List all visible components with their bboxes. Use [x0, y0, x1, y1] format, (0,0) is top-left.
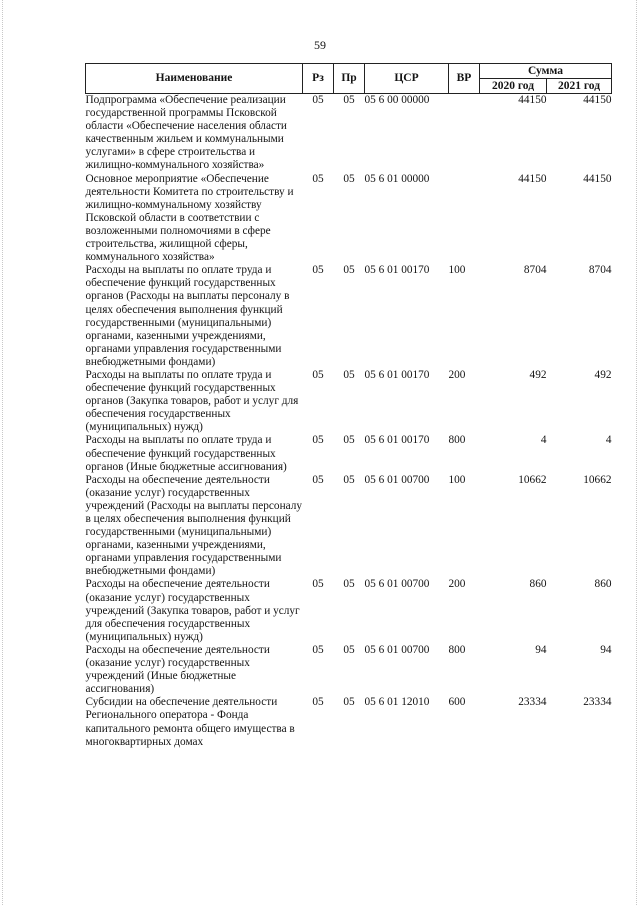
page-number: 59 — [314, 38, 326, 52]
table-row — [86, 94, 612, 173]
row-rz: 05 — [312, 264, 324, 277]
row-csr: 05 6 01 00170 — [364, 368, 430, 381]
row-sum-2020: 492 — [529, 368, 547, 381]
table-row — [86, 578, 612, 643]
row-sum-2020: 94 — [535, 643, 547, 656]
row-rz: 05 — [312, 578, 324, 591]
row-vr: 600 — [448, 696, 466, 709]
row-name: Основное мероприятие «Обеспечение деятельности Комитета по строительству и жилищно-коммунальному хозяйству Псковской области в соответствии с возложенными полномочиями в сфере строительства, жилищной сферы, коммунального хозяйства» — [85, 172, 294, 264]
row-rz: 05 — [312, 368, 324, 381]
row-sum-2020: 860 — [529, 578, 547, 591]
row-rz: 05 — [312, 172, 324, 185]
row-csr: 05 6 01 12010 — [364, 696, 430, 709]
row-rz: 05 — [312, 696, 324, 709]
row-csr: 05 6 01 00170 — [364, 434, 430, 447]
row-pr: 05 — [343, 264, 355, 277]
row-csr: 05 6 01 00700 — [364, 643, 430, 656]
row-sum-2020: 10662 — [518, 473, 547, 486]
row-rz: 05 — [312, 473, 324, 486]
row-vr — [449, 173, 480, 265]
row-sum-2021: 8704 — [588, 264, 612, 277]
row-rz: 05 — [312, 94, 324, 106]
row-sum-2021: 4 — [605, 434, 612, 447]
row-vr: 100 — [448, 264, 466, 277]
row-sum-2020: 4 — [540, 434, 547, 447]
row-name: Расходы на обеспечение деятельности (оказание услуг) государственных учреждений (Закупка товаров, работ и услуг для обеспечения государственных (муниципальных) нужд) — [85, 578, 300, 643]
row-name: Расходы на выплаты по оплате труда и обеспечение функций государственных органов (Иные бюджетные ассигнования) — [85, 434, 287, 473]
row-pr: 05 — [343, 473, 355, 486]
row-csr: 05 6 00 00000 — [364, 94, 430, 106]
row-pr: 05 — [343, 94, 355, 106]
row-csr: 05 6 01 00700 — [364, 473, 430, 486]
scan-edge-left — [2, 0, 4, 905]
row-csr: 05 6 01 00170 — [364, 264, 430, 277]
row-name: Расходы на выплаты по оплате труда и обеспечение функций государственных органов (Расходы на выплаты персоналу в целях обеспечения выполнения функций государственными (муниципальными) органами, казенными учреждениями, органами управления государственными внебюджетными фондами) — [85, 264, 290, 368]
row-name: Расходы на выплаты по оплате труда и обеспечение функций государственных органов (Закупка товаров, работ и услуг для обеспечения государственных (муниципальных) нужд) — [85, 368, 299, 434]
row-sum-2020: 23334 — [518, 696, 547, 709]
row-rz: 05 — [312, 643, 324, 656]
table-row — [86, 369, 612, 434]
row-sum-2021: 44150 — [583, 172, 612, 185]
row-vr: 800 — [448, 643, 466, 656]
row-pr: 05 — [343, 172, 355, 185]
row-sum-2021: 94 — [600, 643, 612, 656]
row-sum-2020: 8704 — [523, 264, 547, 277]
row-sum-2021: 23334 — [583, 696, 612, 709]
row-sum-2020: 44150 — [518, 94, 547, 106]
table-row — [86, 474, 612, 579]
header-2021: 2021 год — [547, 79, 612, 94]
row-sum-2021: 10662 — [583, 473, 612, 486]
row-csr: 05 6 01 00000 — [364, 172, 430, 185]
header-vr: ВР — [449, 64, 480, 94]
row-sum-2021: 44150 — [583, 94, 612, 106]
row-sum-2021: 492 — [594, 368, 612, 381]
table-row — [86, 696, 612, 748]
row-name: Субсидии на обеспечение деятельности Регионального оператора - Фонда капитального ремонта общего имущества в многоквартирных домах — [85, 696, 295, 748]
table-row — [86, 434, 612, 473]
row-rz: 05 — [312, 434, 324, 447]
row-vr: 200 — [448, 578, 466, 591]
scan-edge-right — [636, 0, 638, 905]
row-name: Подпрограмма «Обеспечение реализации государственной программы Псковской области «Обеспечение населения области качественным жильем и коммунальными услугами» в сфере строительства и жилищно-коммунального хозяйства» — [85, 94, 287, 172]
row-pr: 05 — [343, 578, 355, 591]
header-rz: Рз — [303, 64, 334, 94]
table-header — [86, 64, 612, 94]
header-sum: Сумма — [480, 64, 612, 79]
row-vr: 100 — [448, 473, 466, 486]
row-sum-2020: 44150 — [518, 172, 547, 185]
table-body — [86, 94, 612, 749]
row-vr: 800 — [448, 434, 466, 447]
row-pr: 05 — [343, 368, 355, 381]
header-csr: ЦСР — [365, 64, 449, 94]
row-pr: 05 — [343, 643, 355, 656]
row-csr: 05 6 01 00700 — [364, 578, 430, 591]
table-row — [86, 173, 612, 265]
row-name: Расходы на обеспечение деятельности (оказание услуг) государственных учреждений (Иные бюджетные ассигнования) — [85, 643, 270, 696]
row-name: Расходы на обеспечение деятельности (оказание услуг) государственных учреждений (Расходы на выплаты персоналу в целях обеспечения выполнения функций государственными (муниципальными) органами, казенными учреждениями, органами управления государственными внебюджетными фондами) — [85, 473, 303, 578]
budget-table — [85, 63, 612, 749]
table-row — [86, 264, 612, 369]
row-sum-2021: 860 — [594, 578, 612, 591]
row-vr: 200 — [448, 368, 466, 381]
table-row — [86, 644, 612, 696]
row-pr: 05 — [343, 434, 355, 447]
header-2020: 2020 год — [480, 79, 547, 94]
row-pr: 05 — [343, 696, 355, 709]
header-pr: Пр — [334, 64, 365, 94]
header-name: Наименование — [86, 64, 303, 94]
row-vr — [449, 94, 480, 173]
